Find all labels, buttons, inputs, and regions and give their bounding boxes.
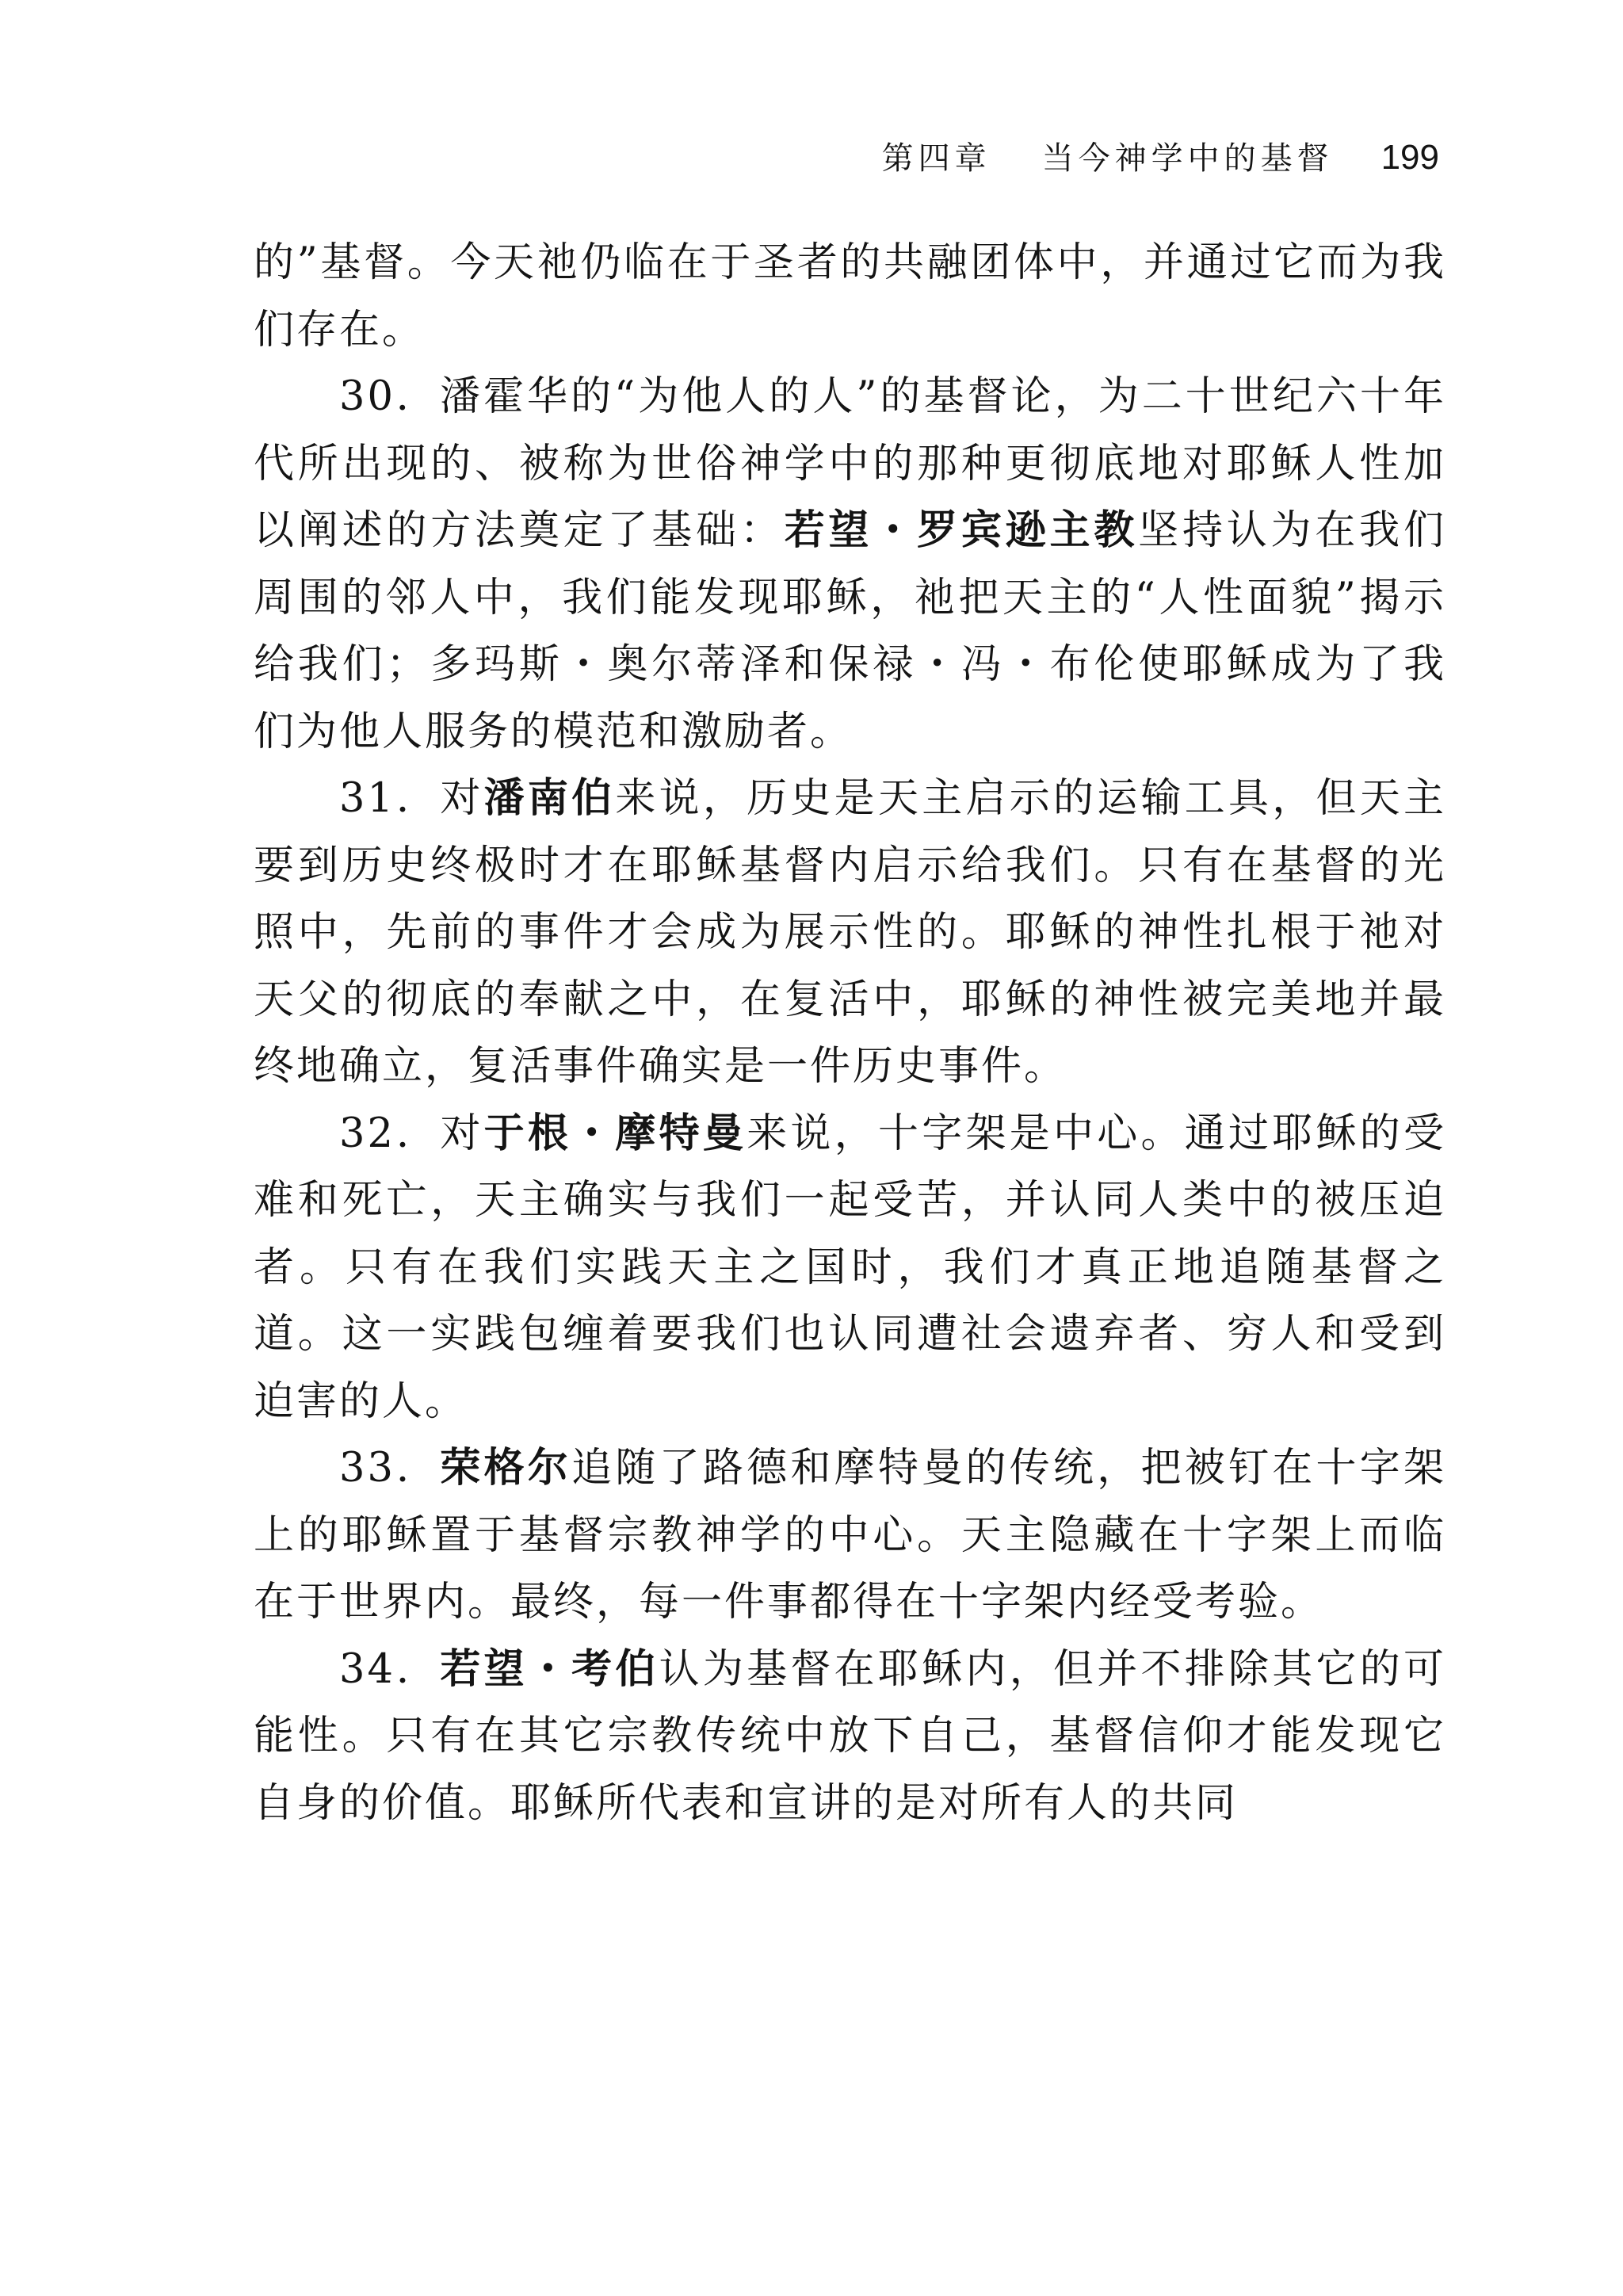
text-segment: 33． [339, 1445, 441, 1492]
bold-name: 于根・摩特曼 [483, 1110, 747, 1157]
text-segment: 的”基督。今天祂仍临在于圣者的共融团体中，并通过它而为我们存在。 [254, 239, 1446, 353]
chapter-title: 当今神学中的基督 [1041, 140, 1334, 177]
text-segment: 30．潘霍华的“为他人的人”的基督论，为二十世纪六十年代所出现的、被称为世俗神学中的那种更彻底地对耶稣人性加以阐述的方法奠定了基础： [254, 373, 1446, 554]
chapter-label: 第四章 [881, 140, 991, 177]
bold-name: 若望・考伯 [440, 1645, 659, 1693]
text-segment: 31．对 [339, 775, 484, 822]
paragraph-34 [254, 1637, 1446, 1838]
text-segment: 来说，十字架是中心。通过耶稣的受难和死亡，天主确实与我们一起受苦，并认同人类中的被压迫者。只有在我们实践天主之国时，我们才真正地追随基督之道。这一实践包缠着要我们也认同遭社会遗弃者、穷人和受到迫害的人。 [254, 1110, 1446, 1425]
paragraph-30 [254, 364, 1446, 766]
paragraph-32 [254, 1101, 1446, 1436]
bold-name: 潘南伯 [483, 775, 616, 822]
bold-name: 若望・罗宾逊主教 [784, 507, 1139, 554]
running-head [882, 133, 1439, 178]
text-segment: 来说，历史是天主启示的运输工具，但天主要到历史终极时才在耶稣基督内启示给我们。只有在基督的光照中，先前的事件才会成为展示性的。耶稣的神性扎根于祂对天父的彻底的奉献之中，在复活中，耶稣的神性被完美地并最终地确立，复活事件确实是一件历史事件。 [254, 775, 1446, 1090]
paragraph-33 [254, 1435, 1446, 1637]
bold-name: 荣格尔 [440, 1445, 572, 1492]
text-segment: 32．对 [339, 1110, 484, 1157]
paragraph-31 [254, 766, 1446, 1101]
text-segment: 认为基督在耶稣内，但并不排除其它的可能性。只有在其它宗教传统中放下自己，基督信仰才能发现它自身的价值。耶稣所代表和宣讲的是对所有人的共同 [254, 1645, 1446, 1827]
text-segment: 坚持认为在我们周围的邻人中，我们能发现耶稣，祂把天主的“人性面貌”揭示给我们；多玛斯・奥尔蒂泽和保禄・冯・布伦使耶稣成为了我们为他人服务的模范和激励者。 [254, 507, 1446, 755]
text-segment: 34． [339, 1645, 441, 1693]
text-segment: 追随了路德和摩特曼的传统，把被钉在十字架上的耶稣置于基督宗教神学的中心。天主隐藏在十字架上而临在于世界内。最终，每一件事都得在十字架内经受考验。 [254, 1445, 1446, 1626]
page-number: 199 [1381, 138, 1439, 177]
body-text [254, 230, 1446, 1837]
paragraph-continuation [254, 230, 1446, 364]
